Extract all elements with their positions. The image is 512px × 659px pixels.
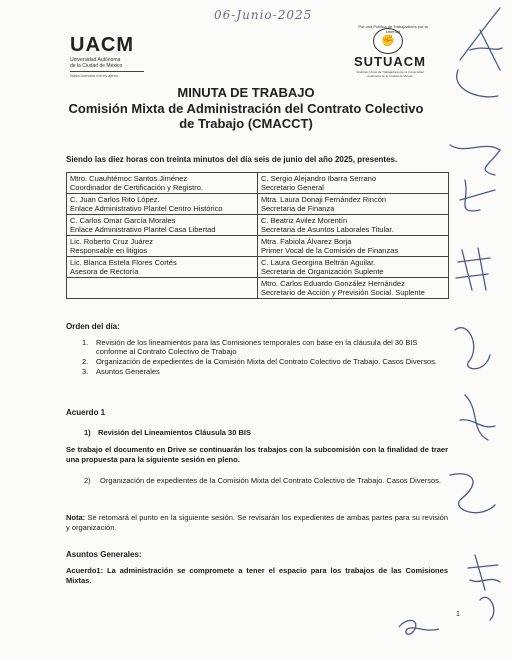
sutuacm-logo-subtitle: Sindicato Único de Trabajadores de la Universidad Autónoma de la Ciudad de México [356, 70, 424, 78]
signature-mark [450, 145, 500, 175]
attendee-cell: C. Carlos Omar García Morales Enlace Administrativo Plantel Casa Libertad [67, 215, 258, 236]
nota-label: Nota: [66, 513, 86, 522]
signature-mark [468, 555, 500, 590]
document-subtitle: Comisión Mixta de Administración del Contrato Colectivo de Trabajo (CMACCT) [68, 101, 424, 131]
uacm-logo-subtitle-2: de la Ciudad de México [70, 63, 123, 69]
acuerdo1-sub-text: Revisión del Lineamientos Cláusula 30 BIS [98, 428, 251, 437]
attendee-cell: Lic. Roberto Cruz Juárez Responsable en litigios [67, 236, 258, 257]
nota-text: Se retomará el punto en la siguiente sesión. Se revisarán los expedientes de ambas partes para su revisión y organización. [66, 513, 448, 532]
generales-heading: Asuntos Generales: [66, 550, 142, 559]
signature-mark [450, 474, 495, 513]
agenda-item-text: Revisión de los lineamientos para las Comisiones temporales con base en la cláusula del 30 BIS conforme al Contrato Colectivo de Trabajo [96, 338, 418, 356]
point2-text: Organización de expedientes de la Comisión Mixta del Contrato Colectivo de Trabajo. Casos Diversos. [100, 476, 442, 485]
signature-mark [460, 8, 502, 70]
signature-mark [456, 248, 490, 290]
uacm-logo-divider [70, 71, 144, 72]
signature-mark [457, 70, 498, 97]
attendee-cell: Mtra. Laura Donaji Fernández Rincón Secretaria de Finanza [258, 194, 449, 215]
uacm-logo [70, 34, 144, 78]
agenda-item [82, 367, 448, 376]
attendee-cell: Mtro. Carlos Eduardo González Hernández Secretario de Acción y Previsión Social. Suplente [258, 278, 449, 299]
attendee-cell: C. Sergio Alejandro Ibarra Serrano Secretario General [258, 173, 449, 194]
margin-signatures [440, 0, 512, 659]
attendee-row [67, 278, 449, 299]
bottom-initials [395, 615, 445, 645]
attendee-row [67, 215, 449, 236]
handwritten-date: 06-Junio-2025 [214, 8, 313, 22]
attendee-row [67, 236, 449, 257]
intro-statement: Siendo las diez horas con treinta minutos del día seis de junio del año 2025, presentes. [66, 155, 398, 164]
uacm-logo-subtitle-1: Universidad Autónoma [70, 57, 121, 63]
agenda-heading: Orden del día: [66, 322, 120, 331]
attendee-cell: C. Laura Georgina Beltrán Aguilar. Secretaria de Organización Suplente [258, 257, 449, 278]
point2-number: 2) [84, 476, 91, 485]
signature-mark [399, 620, 439, 634]
document-title: MINUTA DE TRABAJO [177, 85, 315, 100]
attendee-cell: Lic. Blanca Estela Flores Cortés Asesora de Rectoría [67, 257, 258, 278]
nota-paragraph [66, 513, 448, 533]
signature-mark [460, 180, 495, 211]
attendee-cell: Mtra. Fabiola Álvarez Borja Primer Vocal de la Comisión de Finanzas [258, 236, 449, 257]
agenda-item-number: 2. [82, 357, 89, 366]
point2 [84, 476, 448, 485]
agenda-item [82, 338, 448, 356]
fist-emblem-icon: ✊ [373, 28, 403, 54]
agenda-item-number: 3. [82, 367, 89, 376]
sutuacm-arc-text: Por una Política de Trabajadores por la Libertad [358, 24, 428, 34]
agenda-item-text: Asuntos Generales [96, 367, 160, 376]
attendee-cell: C. Beatriz Avilez Morentín Secretaria de Asuntos Laborales Titular. [258, 215, 449, 236]
agenda-item-text: Organización de expedientes de la Comisión Mixta del Contrato Colectivo de Trabajo. Casos Diversos. [96, 357, 438, 366]
acuerdo1-heading: Acuerdo 1 [66, 408, 106, 417]
acuerdo1-sub-number: 1) [84, 428, 91, 437]
sutuacm-logo-name: SUTUACM [354, 54, 426, 69]
agenda-item-number: 1. [82, 338, 89, 347]
signature-mark [480, 597, 494, 620]
page-number: 1 [456, 611, 460, 618]
attendee-cell: C. Juan Carlos Rito López. Enlace Administrativo Plantel Centro Histórico [67, 194, 258, 215]
signature-mark [460, 395, 495, 440]
agenda-item [82, 357, 448, 366]
attendee-row [67, 194, 449, 215]
attendee-cell: Mtro. Cuauhtémoc Santos Jiménez Coordinador de Certificación y Registro. [67, 173, 258, 194]
attendee-row [67, 257, 449, 278]
attendee-cell [67, 278, 258, 299]
agenda-list [82, 338, 448, 376]
uacm-logo-tagline: Nada humano me es ajeno [70, 73, 119, 78]
sutuacm-logo [350, 18, 430, 78]
attendees-table [66, 172, 449, 299]
acuerdo1-body: Se trabajo el documento en Drive se continuarán los trabajos con la subcomisión con la finalidad de traer una propuesta para la siguiente sesión en pleno. [66, 445, 448, 464]
generales-body: Acuerdo1: La administración se compromete a tener el espacio para los trabajos de las Comisiones Mixtas. [66, 566, 448, 585]
attendee-row [67, 173, 449, 194]
uacm-logo-name: UACM [70, 34, 134, 56]
signature-mark [455, 328, 490, 369]
acuerdo1-subheading [84, 428, 251, 437]
